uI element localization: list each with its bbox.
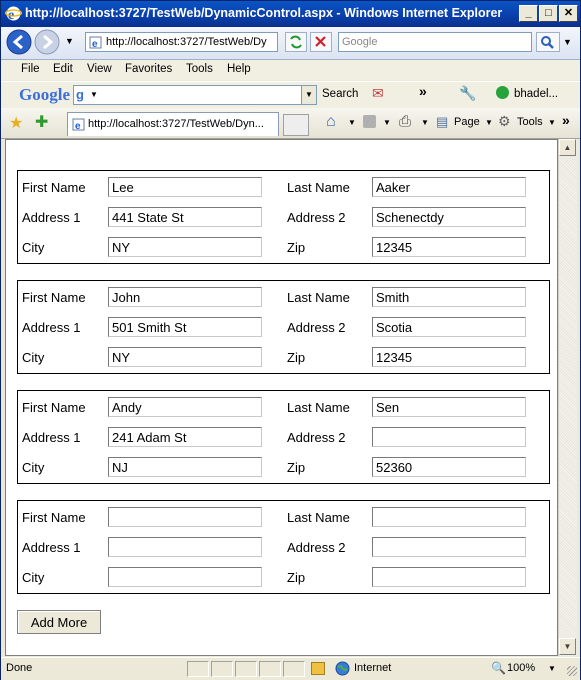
address1-field[interactable] [108, 427, 262, 447]
google-user-menu[interactable]: bhadel... [514, 88, 559, 100]
status-segment [235, 661, 257, 677]
zip-field[interactable] [372, 457, 526, 477]
menu-tools[interactable]: Tools [186, 63, 213, 75]
menu-favorites[interactable]: Favorites [125, 63, 173, 75]
favorites-star-icon[interactable]: ★ [9, 115, 24, 132]
tab-title: http://localhost:3727/TestWeb/Dyn... [88, 118, 264, 130]
tab-page-icon [72, 118, 85, 131]
first-name-label: First Name [22, 400, 86, 415]
user-status-icon [496, 86, 509, 99]
google-search-input[interactable] [73, 85, 317, 105]
address2-field[interactable] [372, 537, 526, 557]
history-dropdown-icon[interactable]: ▼ [65, 36, 74, 46]
first-name-field[interactable] [108, 397, 262, 417]
last-name-label: Last Name [287, 400, 350, 415]
zip-field[interactable] [372, 347, 526, 367]
address1-label: Address 1 [22, 430, 81, 445]
window-title: http://localhost:3727/TestWeb/DynamicControl.aspx - Windows Internet Explorer [25, 6, 503, 20]
city-label: City [22, 460, 45, 475]
address2-field[interactable] [372, 427, 526, 447]
record-panel [17, 500, 550, 594]
city-field[interactable] [108, 347, 262, 367]
wrench-icon[interactable]: 🔧 [459, 85, 477, 101]
zoom-level[interactable]: 100% [507, 662, 536, 674]
add-favorite-icon[interactable]: ✚ [35, 114, 49, 131]
status-segment [211, 661, 233, 677]
last-name-field[interactable] [372, 507, 526, 527]
google-toolbar [1, 81, 580, 108]
page-menu[interactable]: Page [454, 116, 480, 128]
menu-help[interactable]: Help [227, 63, 251, 75]
refresh-icon [286, 33, 306, 51]
zip-label: Zip [287, 570, 306, 585]
address2-label: Address 2 [287, 210, 346, 225]
first-name-label: First Name [22, 290, 86, 305]
resize-grip[interactable] [567, 666, 577, 676]
record-panel [17, 390, 550, 484]
zoom-dropdown-icon[interactable]: ▼ [548, 664, 556, 673]
svg-text:e: e [92, 39, 98, 49]
status-bar [1, 657, 580, 680]
tools-menu[interactable]: Tools [517, 116, 543, 128]
stop-icon [311, 33, 331, 51]
city-label: City [22, 570, 45, 585]
address2-field[interactable] [372, 207, 526, 227]
first-name-label: First Name [22, 510, 86, 525]
record-panel [17, 170, 550, 264]
address1-label: Address 1 [22, 320, 81, 335]
zip-label: Zip [287, 350, 306, 365]
forward-button[interactable] [34, 29, 60, 55]
search-go-button[interactable] [536, 32, 560, 52]
gmail-icon[interactable]: ✉ [372, 85, 384, 101]
address1-label: Address 1 [22, 210, 81, 225]
address-text: http://localhost:3727/TestWeb/Dy [106, 36, 267, 48]
feeds-icon[interactable] [363, 115, 376, 128]
zip-field[interactable] [372, 567, 526, 587]
status-segment [259, 661, 281, 677]
navigation-bar [1, 27, 580, 60]
last-name-field[interactable] [372, 177, 526, 197]
internet-globe-icon [335, 661, 350, 676]
tab-bar [1, 108, 580, 139]
scroll-down-button[interactable]: ▼ [559, 638, 576, 655]
svg-text:e: e [8, 8, 15, 22]
minimize-button[interactable]: _ [519, 5, 538, 22]
first-name-field[interactable] [108, 507, 262, 527]
search-input[interactable]: Google [338, 32, 532, 52]
zoom-icon: 🔍 [491, 661, 506, 675]
google-history-dropdown-icon[interactable]: ▼ [301, 86, 316, 104]
menu-bar [1, 60, 580, 80]
add-more-button[interactable]: Add More [17, 610, 101, 634]
address1-field[interactable] [108, 537, 262, 557]
status-segment [187, 661, 209, 677]
more-chevron-icon[interactable]: » [419, 83, 427, 99]
print-dropdown-icon[interactable]: ▼ [421, 118, 429, 127]
scroll-up-button[interactable]: ▲ [559, 139, 576, 156]
home-dropdown-icon[interactable]: ▼ [348, 118, 356, 127]
city-label: City [22, 240, 45, 255]
page-menu-icon: ▤ [436, 114, 449, 129]
home-icon[interactable]: ⌂ [326, 113, 336, 130]
menu-view[interactable]: View [87, 63, 112, 75]
toolbar-more-chevron-icon[interactable]: » [562, 112, 570, 128]
google-search-button[interactable]: Search [322, 88, 359, 100]
zip-label: Zip [287, 240, 306, 255]
status-text: Done [6, 662, 33, 674]
last-name-label: Last Name [287, 510, 350, 525]
status-segment [283, 661, 305, 677]
last-name-label: Last Name [287, 290, 350, 305]
back-button[interactable] [6, 29, 32, 55]
protected-mode-icon[interactable] [311, 662, 325, 675]
menu-edit[interactable]: Edit [53, 63, 73, 75]
magnifier-icon [537, 33, 559, 51]
first-name-field[interactable] [108, 177, 262, 197]
search-options-icon[interactable]: ▼ [563, 37, 572, 47]
record-panel [17, 280, 550, 374]
close-window-button[interactable]: ✕ [559, 5, 578, 22]
last-name-field[interactable] [372, 397, 526, 417]
zip-field[interactable] [372, 237, 526, 257]
ie-logo-icon [5, 5, 22, 22]
page-dropdown-icon[interactable]: ▼ [485, 118, 493, 127]
address1-field[interactable] [108, 317, 262, 337]
address2-label: Address 2 [287, 540, 346, 555]
tab-dynamic-control[interactable] [67, 112, 279, 136]
print-icon[interactable]: ⎙ [399, 113, 412, 130]
city-field[interactable] [108, 237, 262, 257]
security-zone-label: Internet [354, 662, 392, 674]
address-bar[interactable] [85, 32, 278, 52]
title-bar [1, 1, 580, 27]
address2-label: Address 2 [287, 320, 346, 335]
refresh-button[interactable] [285, 32, 307, 52]
google-g-dropdown-icon[interactable]: ▼ [90, 90, 98, 99]
first-name-field[interactable] [108, 287, 262, 307]
tools-gear-icon: ⚙ [498, 113, 511, 129]
stop-button[interactable] [310, 32, 332, 52]
last-name-label: Last Name [287, 180, 350, 195]
address1-label: Address 1 [22, 540, 81, 555]
city-field[interactable] [108, 457, 262, 477]
city-label: City [22, 350, 45, 365]
page-content [5, 139, 558, 656]
menu-file[interactable]: File [21, 63, 40, 75]
first-name-label: First Name [22, 180, 86, 195]
vertical-scrollbar[interactable] [558, 139, 577, 656]
page-icon [89, 36, 102, 49]
feeds-dropdown-icon[interactable]: ▼ [383, 118, 391, 127]
zip-label: Zip [287, 460, 306, 475]
last-name-field[interactable] [372, 287, 526, 307]
address2-label: Address 2 [287, 430, 346, 445]
address2-field[interactable] [372, 317, 526, 337]
svg-text:e: e [75, 121, 81, 131]
address1-field[interactable] [108, 207, 262, 227]
city-field[interactable] [108, 567, 262, 587]
new-tab-button[interactable] [283, 114, 309, 136]
maximize-button[interactable]: □ [539, 5, 558, 22]
tools-dropdown-icon[interactable]: ▼ [548, 118, 556, 127]
google-g-icon: g [76, 87, 84, 102]
google-logo: Google [19, 85, 70, 104]
